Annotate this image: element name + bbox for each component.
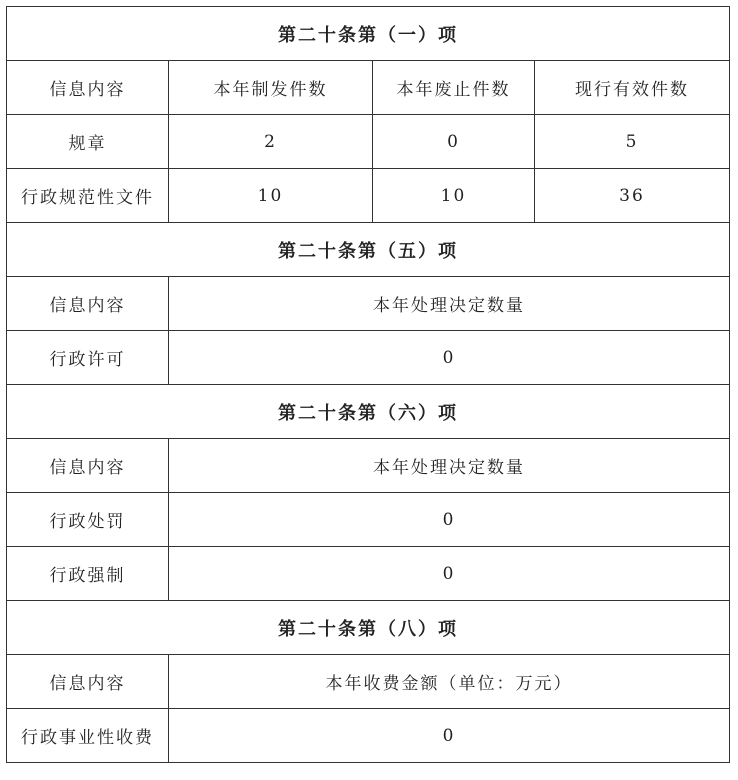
row-label: 行政规范性文件	[7, 169, 169, 223]
section-title-row	[7, 7, 730, 61]
section-title: 第二十条第（六）项	[7, 385, 730, 439]
header-cell: 信息内容	[7, 655, 169, 709]
table-cell: 10	[373, 169, 535, 223]
table-cell: 2	[169, 115, 373, 169]
table-row	[7, 709, 730, 763]
table-header-row	[7, 655, 730, 709]
row-label: 行政处罚	[7, 493, 169, 547]
table-cell: 0	[169, 547, 730, 601]
row-label: 行政许可	[7, 331, 169, 385]
table-header-row	[7, 439, 730, 493]
table-cell: 0	[169, 709, 730, 763]
row-label: 行政事业性收费	[7, 709, 169, 763]
header-cell: 本年处理决定数量	[169, 277, 730, 331]
table-row	[7, 547, 730, 601]
section-title: 第二十条第（八）项	[7, 601, 730, 655]
header-cell: 本年收费金额（单位：万元）	[169, 655, 730, 709]
section-title-row	[7, 223, 730, 277]
disclosure-table	[6, 6, 730, 763]
header-cell: 现行有效件数	[535, 61, 730, 115]
table-cell: 0	[169, 493, 730, 547]
table-row	[7, 331, 730, 385]
table-row	[7, 169, 730, 223]
header-cell: 本年制发件数	[169, 61, 373, 115]
table-row	[7, 493, 730, 547]
table-header-row	[7, 61, 730, 115]
header-cell: 本年废止件数	[373, 61, 535, 115]
header-cell: 信息内容	[7, 61, 169, 115]
header-cell: 信息内容	[7, 277, 169, 331]
header-cell: 本年处理决定数量	[169, 439, 730, 493]
table-cell: 0	[169, 331, 730, 385]
header-cell: 信息内容	[7, 439, 169, 493]
table-cell: 10	[169, 169, 373, 223]
table-cell: 5	[535, 115, 730, 169]
row-label: 规章	[7, 115, 169, 169]
table-cell: 36	[535, 169, 730, 223]
table-cell: 0	[373, 115, 535, 169]
table-row	[7, 115, 730, 169]
section-title: 第二十条第（一）项	[7, 7, 730, 61]
row-label: 行政强制	[7, 547, 169, 601]
table-header-row	[7, 277, 730, 331]
section-title: 第二十条第（五）项	[7, 223, 730, 277]
section-title-row	[7, 385, 730, 439]
section-title-row	[7, 601, 730, 655]
